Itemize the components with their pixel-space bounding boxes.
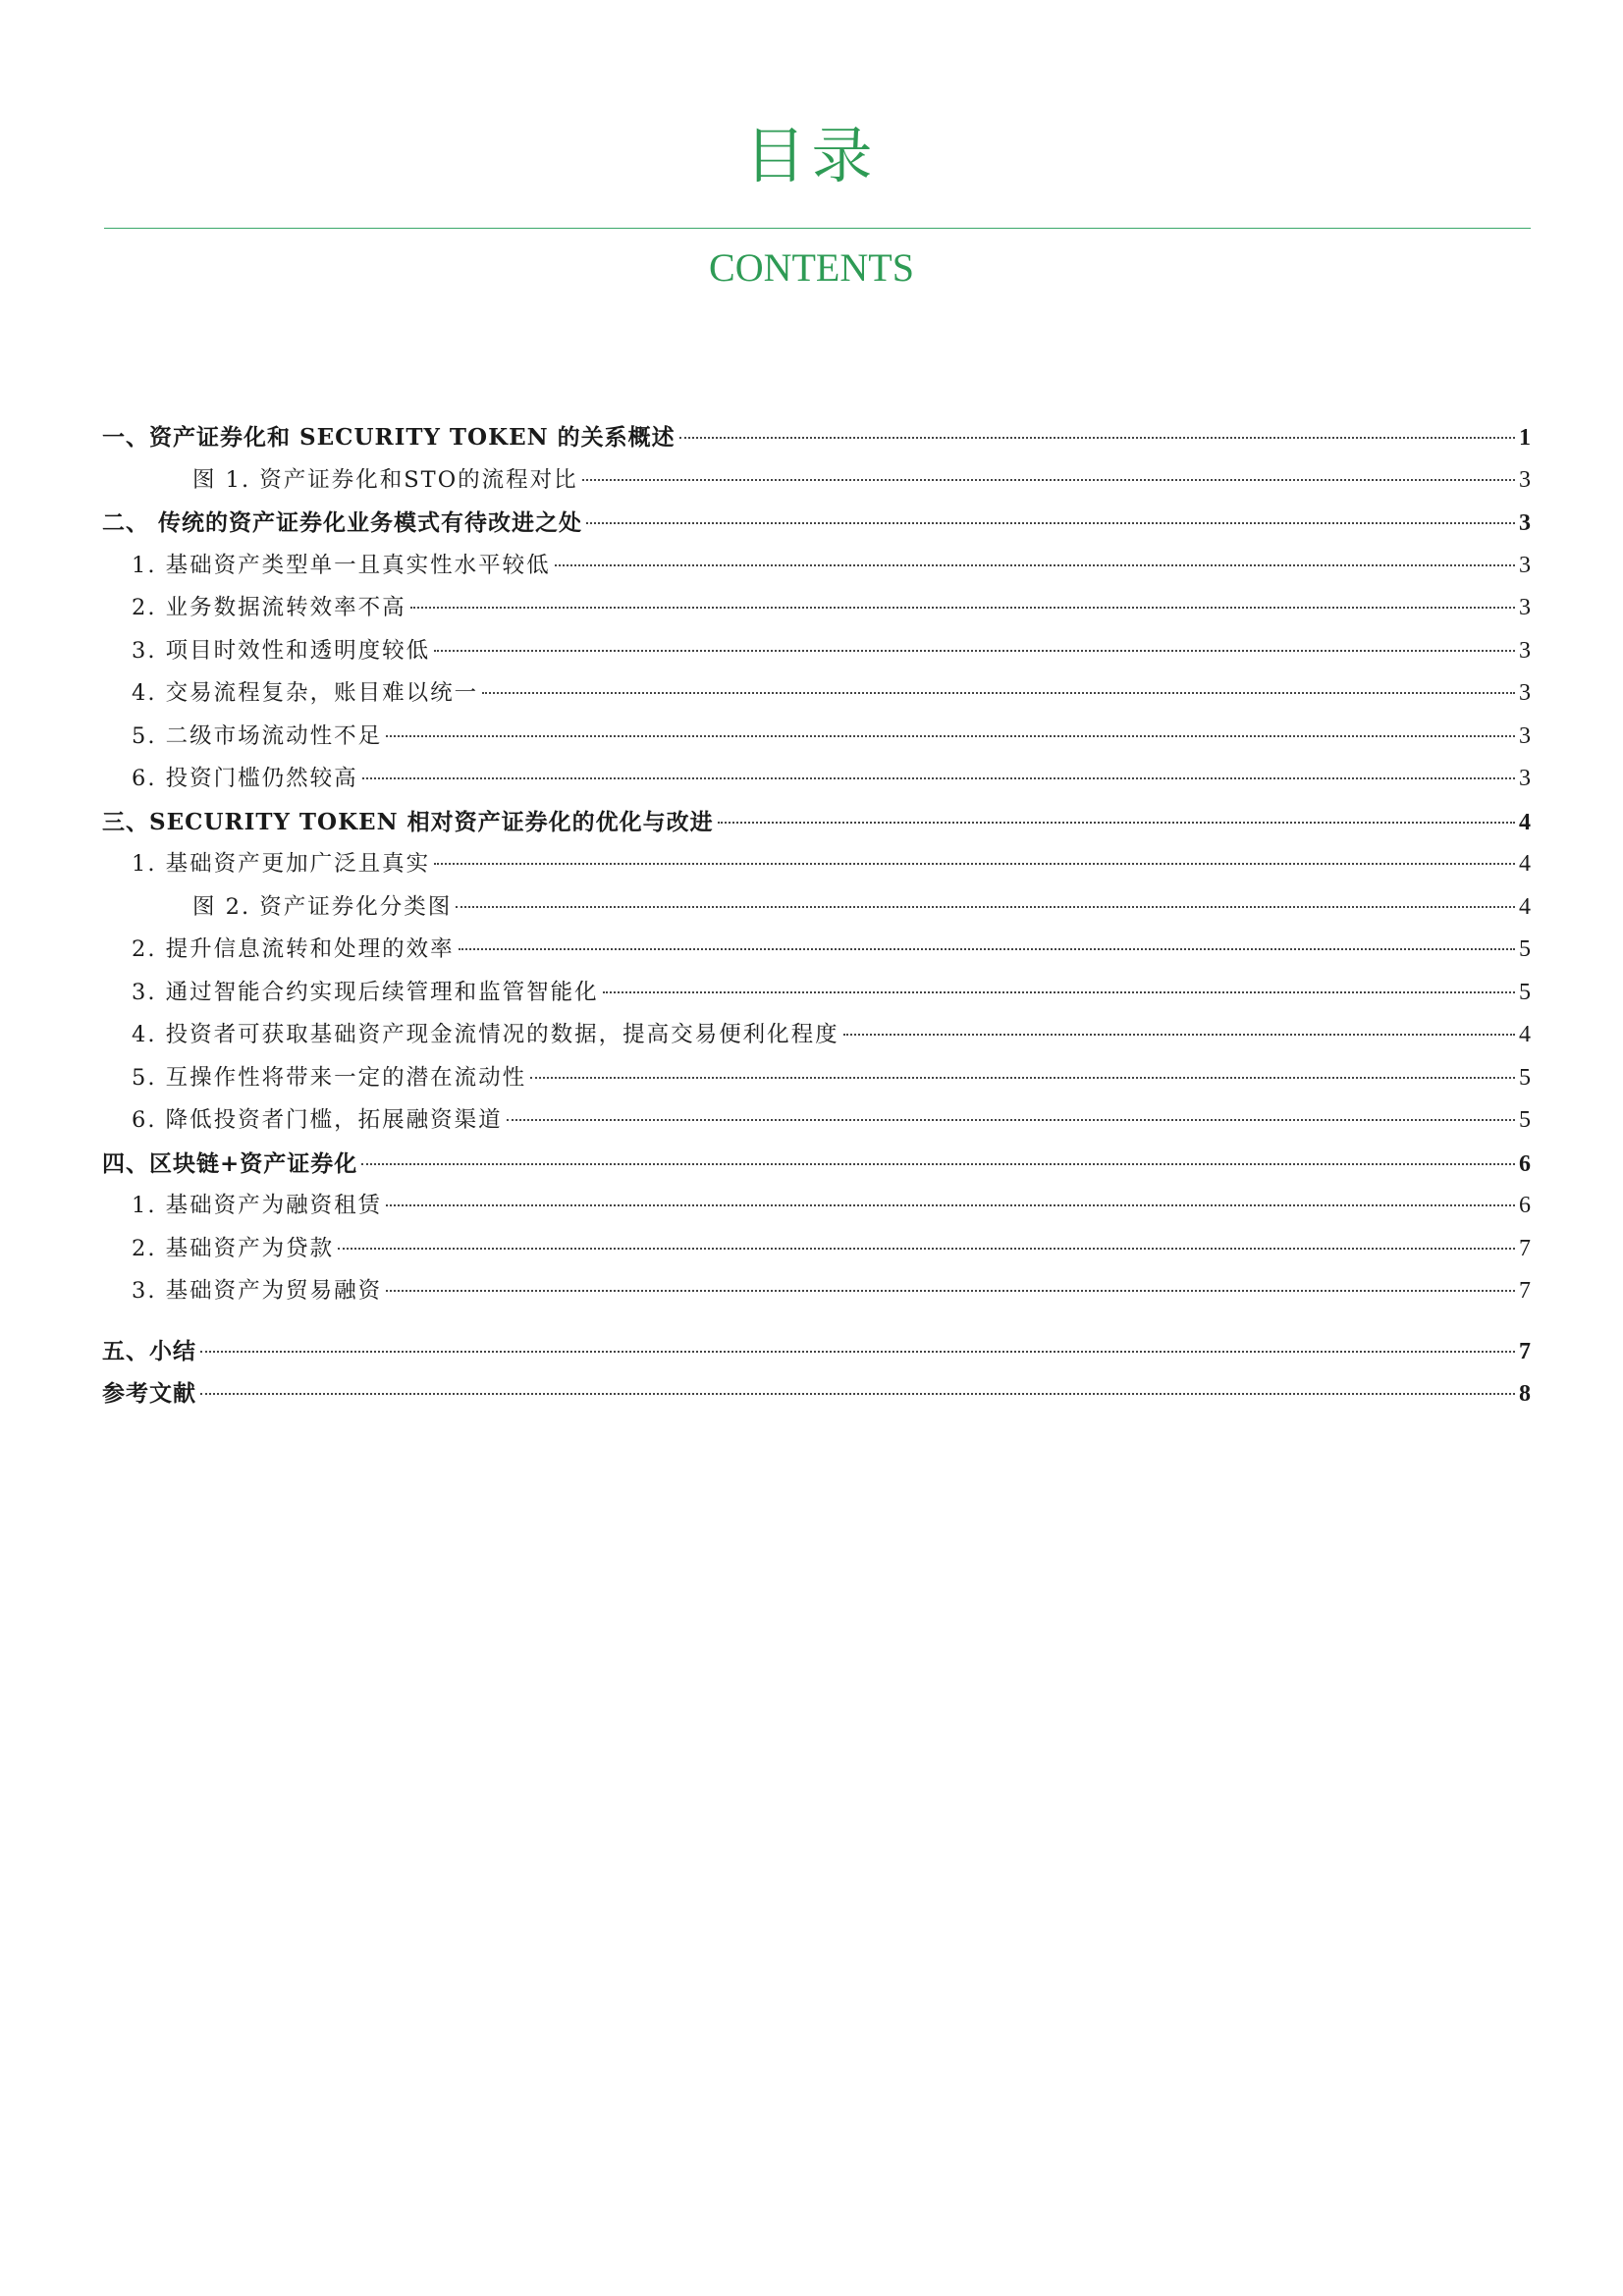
toc-entry-label: 三、SECURITY TOKEN 相对资产证券化的优化与改进 xyxy=(102,808,714,835)
toc-dot-leader xyxy=(362,777,1515,779)
toc-entry-label: 3. 项目时效性和透明度较低 xyxy=(132,637,431,664)
toc-entry-label: 3. 基础资产为贸易融资 xyxy=(132,1278,383,1304)
toc-entry-label: 1. 基础资产为融资租赁 xyxy=(132,1193,383,1218)
toc-page-number: 6 xyxy=(1519,1150,1531,1177)
toc-dot-leader xyxy=(843,1034,1515,1036)
toc-section-entry[interactable] xyxy=(102,1143,1531,1186)
toc-entry-label: 4. 交易流程复杂，账目难以统一 xyxy=(132,680,479,706)
toc-entry-label: 2. 基础资产为贷款 xyxy=(132,1235,335,1261)
toc-dot-leader xyxy=(200,1393,1515,1395)
toc-dot-leader xyxy=(386,1290,1515,1292)
toc-figure-entry[interactable] xyxy=(102,886,1531,930)
toc-dot-leader xyxy=(410,607,1515,609)
toc-subsection-entry[interactable] xyxy=(102,758,1531,801)
toc-subsection-entry[interactable] xyxy=(102,1014,1531,1057)
toc-subsection-entry[interactable] xyxy=(102,1185,1531,1228)
toc-dot-leader xyxy=(603,991,1515,993)
toc-page-number: 5 xyxy=(1519,936,1531,962)
toc-page-number: 4 xyxy=(1519,851,1531,877)
toc-subsection-entry[interactable] xyxy=(102,545,1531,588)
toc-dot-leader xyxy=(434,650,1515,652)
toc-page-number: 3 xyxy=(1519,595,1531,620)
toc-entry-label: 图 2. 资产证券化分类图 xyxy=(192,893,453,920)
toc-entry-label: 1. 基础资产类型单一且真实性水平较低 xyxy=(132,552,551,578)
toc-dot-leader xyxy=(361,1163,1515,1165)
toc-entry-label: 3. 通过智能合约实现后续管理和监管智能化 xyxy=(132,979,599,1005)
toc-dot-leader xyxy=(530,1077,1515,1079)
page-title: 目录 xyxy=(744,120,879,191)
toc-subsection-entry[interactable] xyxy=(102,929,1531,972)
toc-page-number: 3 xyxy=(1519,466,1531,493)
toc-page-number: 4 xyxy=(1519,1022,1531,1047)
toc-dot-leader xyxy=(456,906,1515,908)
toc-section-entry[interactable] xyxy=(102,416,1531,459)
toc-dot-leader xyxy=(459,948,1515,950)
toc-page-number: 7 xyxy=(1519,1235,1531,1261)
toc-page-number: 5 xyxy=(1519,1064,1531,1091)
toc-entry-label: 二、 传统的资产证券化业务模式有待改进之处 xyxy=(102,509,583,536)
toc-dot-leader xyxy=(386,735,1515,737)
toc-entry-label: 1. 基础资产更加广泛且真实 xyxy=(132,851,431,877)
toc-page-number: 3 xyxy=(1519,722,1531,749)
toc-entry-label: 2. 业务数据流转效率不高 xyxy=(132,595,406,620)
toc-subsection-entry[interactable] xyxy=(102,1057,1531,1100)
toc-subsection-entry[interactable] xyxy=(102,716,1531,759)
toc-entry-label: 5. 二级市场流动性不足 xyxy=(132,722,383,749)
toc-entry-label: 5. 互操作性将带来一定的潜在流动性 xyxy=(132,1064,527,1091)
toc-page-number: 1 xyxy=(1519,425,1531,451)
toc-page-number: 7 xyxy=(1519,1278,1531,1304)
toc-dot-leader xyxy=(338,1248,1515,1250)
toc-page-number: 4 xyxy=(1519,893,1531,920)
toc-page-number: 5 xyxy=(1519,1107,1531,1133)
toc-dot-leader xyxy=(507,1119,1515,1121)
toc-entry-label: 四、区块链+资产证券化 xyxy=(102,1149,358,1177)
toc-subsection-entry[interactable] xyxy=(102,1270,1531,1313)
toc-entry-label: 4. 投资者可获取基础资产现金流情况的数据，提高交易便利化程度 xyxy=(132,1022,839,1047)
toc-dot-leader xyxy=(555,564,1515,566)
toc-dot-leader xyxy=(386,1204,1515,1206)
toc-subsection-entry[interactable] xyxy=(102,630,1531,673)
toc-subsection-entry[interactable] xyxy=(102,972,1531,1015)
toc-dot-leader xyxy=(200,1351,1515,1353)
toc-section-entry[interactable] xyxy=(102,801,1531,844)
toc-page-number: 3 xyxy=(1519,680,1531,706)
toc-entry-label: 参考文献 xyxy=(102,1380,196,1407)
toc-page-number: 3 xyxy=(1519,552,1531,578)
toc-entry-label: 2. 提升信息流转和处理的效率 xyxy=(132,936,455,962)
toc-dot-leader xyxy=(434,863,1515,865)
table-of-contents xyxy=(102,416,1531,1415)
toc-page-number: 5 xyxy=(1519,979,1531,1005)
toc-subsection-entry[interactable] xyxy=(102,587,1531,630)
toc-dot-leader xyxy=(586,522,1515,524)
toc-entry-label: 6. 降低投资者门槛，拓展融资渠道 xyxy=(132,1107,503,1133)
toc-dot-leader xyxy=(582,479,1515,481)
title-divider xyxy=(104,228,1531,229)
toc-section-entry[interactable] xyxy=(102,1330,1531,1373)
toc-page-number: 3 xyxy=(1519,766,1531,791)
toc-entry-label: 图 1. 资产证券化和STO的流程对比 xyxy=(192,466,578,493)
toc-subsection-entry[interactable] xyxy=(102,843,1531,886)
page-subtitle: CONTENTS xyxy=(709,245,914,290)
toc-entry-label: 一、资产证券化和 SECURITY TOKEN 的关系概述 xyxy=(102,424,676,451)
toc-figure-entry[interactable] xyxy=(102,459,1531,503)
toc-page-number: 7 xyxy=(1519,1338,1531,1364)
toc-subsection-entry[interactable] xyxy=(102,1228,1531,1271)
toc-dot-leader xyxy=(718,822,1515,824)
toc-page-number: 4 xyxy=(1519,809,1531,835)
toc-dot-leader xyxy=(482,692,1515,694)
toc-page-number: 6 xyxy=(1519,1193,1531,1218)
toc-section-entry[interactable] xyxy=(102,1372,1531,1415)
toc-subsection-entry[interactable] xyxy=(102,672,1531,716)
toc-page-number: 3 xyxy=(1519,510,1531,536)
toc-page-number: 3 xyxy=(1519,637,1531,664)
toc-page-number: 8 xyxy=(1519,1381,1531,1407)
toc-entry-label: 6. 投资门槛仍然较高 xyxy=(132,766,358,791)
toc-dot-leader xyxy=(679,437,1515,439)
toc-section-entry[interactable] xyxy=(102,502,1531,545)
toc-entry-label: 五、小结 xyxy=(102,1337,196,1364)
toc-subsection-entry[interactable] xyxy=(102,1099,1531,1143)
